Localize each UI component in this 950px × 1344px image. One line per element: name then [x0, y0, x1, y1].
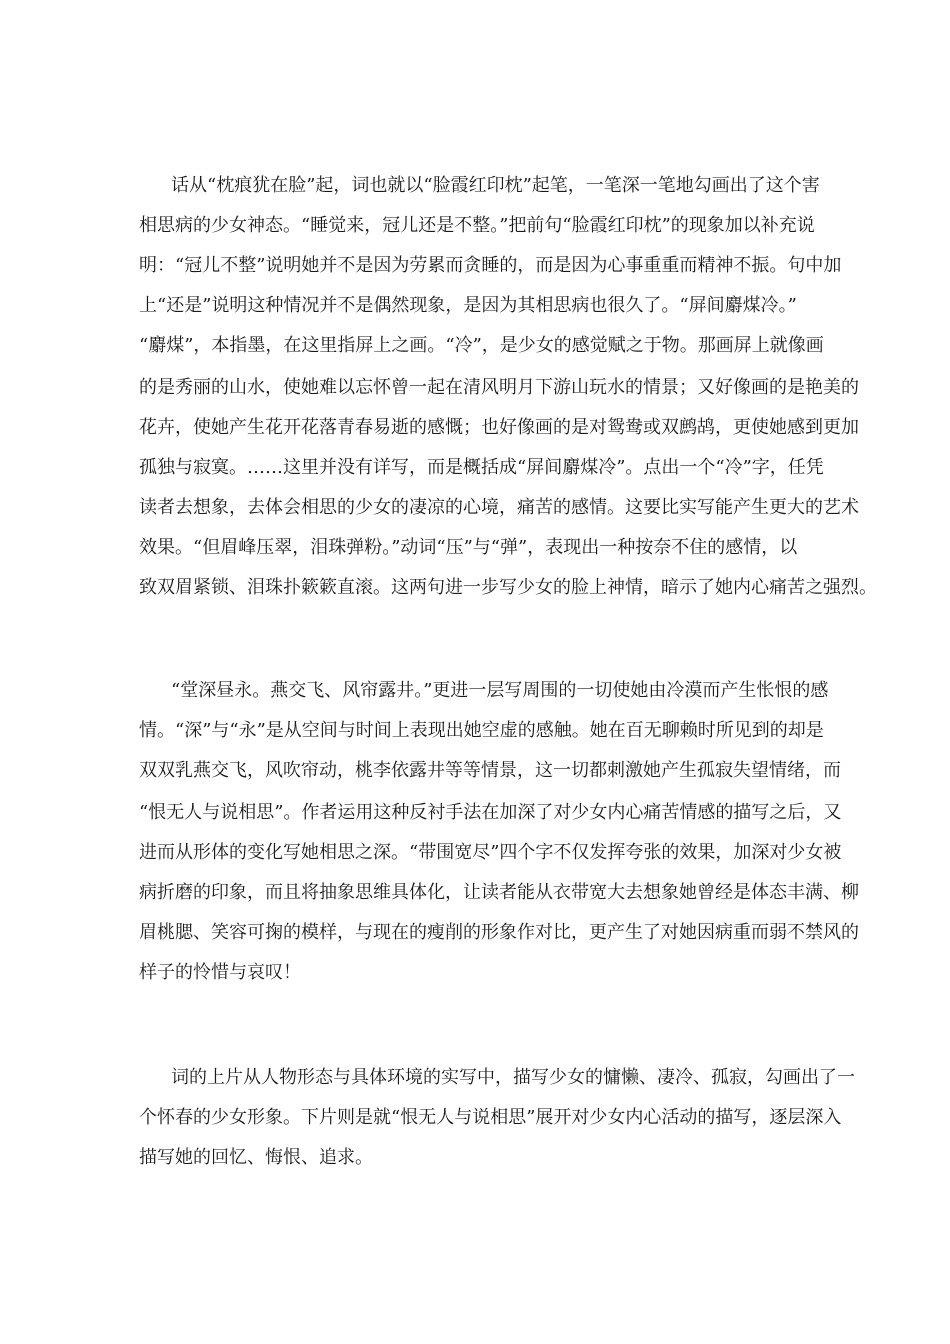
line-text: “恨无人与说相思”。作者运用这种反衬手法在加深了对少女内心痛苦情感的描写之后，又	[139, 802, 842, 823]
text-line	[0, 331, 950, 361]
line-text: “堂深昼永。燕交飞、风帘露井。”更进一层写周围的一切使她由冷漠而产生怅恨的感	[171, 680, 829, 701]
text-line	[0, 1103, 950, 1133]
text-line	[0, 716, 950, 746]
text-line	[0, 918, 950, 948]
text-line	[0, 493, 950, 523]
line-text: 明：“冠儿不整”说明她并不是因为劳累而贪睡的，而是因为心事重重而精神不振。句中加	[139, 255, 842, 276]
line-text: 词的上片从人物形态与具体环境的实写中，描写少女的慵懒、凄冷、孤寂，勾画出了一	[171, 1067, 855, 1088]
text-line	[0, 1143, 950, 1173]
text-line	[0, 373, 950, 403]
line-text: 样子的怜惜与哀叹！	[139, 962, 301, 983]
text-line	[0, 533, 950, 563]
line-text: 效果。“但眉峰压翠，泪珠弹粉。”动词“压”与“弹”，表现出一种按奈不住的感情，以	[139, 537, 798, 558]
line-text: 上“还是”说明这种情况并不是偶然现象，是因为其相思病也很久了。“屏间麝煤冷。”	[139, 295, 797, 316]
text-line	[0, 958, 950, 988]
line-text: 进而从形体的变化写她相思之深。“带围宽尽”四个字不仅发挥夸张的效果，加深对少女被	[139, 842, 842, 863]
line-text: 情。“深”与“永”是从空间与时间上表现出她空虚的感触。她在百无聊赖时所见到的却是	[139, 720, 824, 741]
text-line	[0, 251, 950, 281]
line-text: 双双乳燕交飞，风吹帘动，桃李依露井等等情景，这一切都刺激她产生孤寂失望情绪，而	[139, 760, 841, 781]
line-text: 眉桃腮、笑容可掬的模样，与现在的瘦削的形象作对比，更产生了对她因病重而弱不禁风的	[139, 922, 859, 943]
text-line	[0, 453, 950, 483]
text-line	[0, 878, 950, 908]
text-line	[0, 291, 950, 321]
text-line	[0, 1063, 950, 1093]
line-text: 花卉，使她产生花开花落青春易逝的感慨；也好像画的是对鸳鸯或双鹧鸪，更使她感到更加	[139, 417, 859, 438]
line-text: 病折磨的印象，而且将抽象思维具体化，让读者能从衣带宽大去想象她曾经是体态丰满、柳	[139, 882, 859, 903]
line-text: 相思病的少女神态。“睡觉来，冠儿还是不整。”把前句“脸霞红印枕”的现象加以补充说	[139, 215, 815, 236]
text-line	[0, 798, 950, 828]
text-line	[0, 211, 950, 241]
text-line	[0, 838, 950, 868]
text-line	[0, 573, 950, 603]
line-text: 话从“枕痕犹在脸”起，词也就以“脸霞红印枕”起笔，一笔深一笔地勾画出了这个害	[171, 175, 820, 196]
line-text: 个怀春的少女形象。下片则是就“恨无人与说相思”展开对少女内心活动的描写，逐层深入	[139, 1107, 842, 1128]
text-line	[0, 171, 950, 201]
line-text: 孤独与寂寞。……这里并没有详写，而是概括成“屏间麝煤冷”。点出一个“冷”字，任凭	[139, 457, 824, 478]
line-text: 致双眉紧锁、泪珠扑簌簌直滚。这两句进一步写少女的脸上神情，暗示了她内心痛苦之强烈。	[139, 577, 877, 598]
text-line	[0, 756, 950, 786]
line-text: “麝煤”，本指墨，在这里指屏上之画。“冷”，是少女的感觉赋之于物。那画屏上就像画	[139, 335, 824, 356]
line-text: 描写她的回忆、悔恨、追求。	[139, 1147, 373, 1168]
text-line	[0, 413, 950, 443]
text-line	[0, 676, 950, 706]
line-text: 读者去想象，去体会相思的少女的凄凉的心境，痛苦的感情。这要比实写能产生更大的艺术	[139, 497, 859, 518]
line-text: 的是秀丽的山水，使她难以忘怀曾一起在清风明月下游山玩水的情景；又好像画的是艳美的	[139, 377, 859, 398]
